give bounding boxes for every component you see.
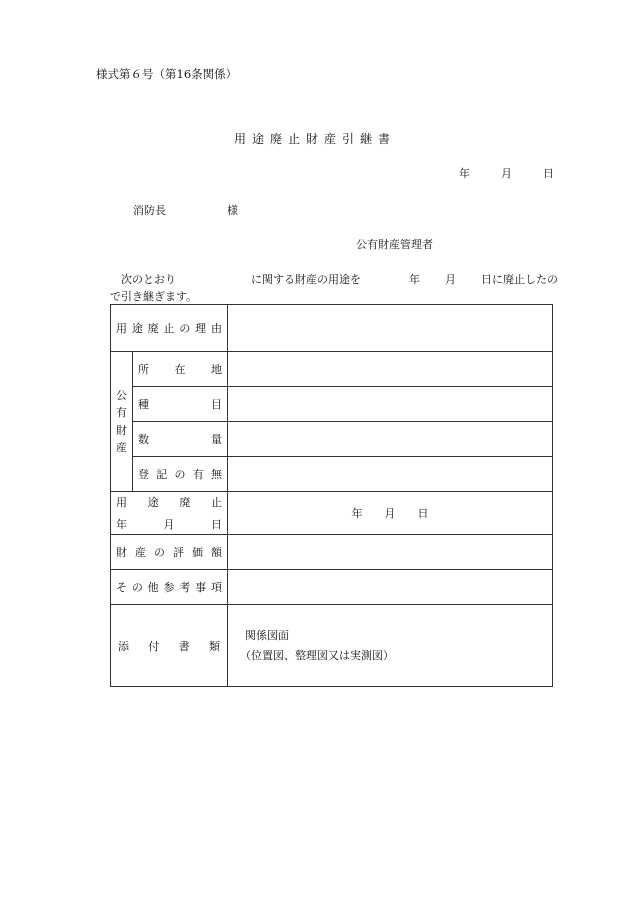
label-char: 記 [156, 468, 168, 481]
label-char: そ [116, 581, 127, 594]
label-char: 在 [174, 363, 186, 376]
label-char: 廃 [147, 322, 159, 335]
type-value[interactable] [228, 387, 553, 422]
label-char: 付 [148, 639, 160, 653]
valuation-value[interactable] [228, 535, 553, 570]
label-char: の [174, 468, 186, 481]
abolish-year: 年 [351, 507, 363, 520]
body-line-2: で引き継ぎます。 [110, 290, 198, 303]
label-char: 類 [208, 639, 220, 653]
label-char: 登 [138, 468, 149, 481]
label-char: 種 [138, 398, 149, 411]
registration-label [138, 466, 222, 482]
label-char: 途 [147, 496, 159, 509]
transfer-table [110, 304, 553, 687]
table-row [111, 535, 553, 570]
document-date [459, 165, 554, 181]
form-number: 様式第６号（第16条関係） [96, 67, 238, 81]
table-row [111, 387, 553, 422]
table-row [111, 457, 553, 492]
quantity-label [138, 431, 222, 447]
attachment-value[interactable] [228, 605, 553, 687]
table-row [111, 492, 553, 535]
label-char: 由 [210, 322, 222, 335]
public-property-label-cell [111, 352, 133, 492]
body-line-1 [121, 271, 558, 287]
addressee-title: 消防長 [133, 204, 166, 217]
other-label [116, 579, 222, 595]
sender: 公有財産管理者 [356, 238, 433, 251]
date-year: 年 [459, 167, 470, 180]
label-char: 産 [116, 440, 127, 454]
label-char: 目 [211, 398, 222, 411]
body-middle: に関する財産の用途を [251, 273, 361, 286]
label-char: の [131, 581, 143, 594]
label-char: 財 [116, 423, 127, 437]
label-char: 価 [192, 546, 203, 559]
label-char: 事 [195, 581, 207, 594]
label-char: 用 [116, 496, 127, 509]
location-label-cell [133, 352, 228, 387]
label-char: 所 [138, 363, 149, 376]
location-label [138, 361, 222, 377]
label-char: 財 [116, 546, 127, 559]
reason-label [116, 320, 222, 336]
public-property-label [111, 387, 132, 455]
body-year: 年 [409, 273, 420, 286]
registration-value[interactable] [228, 457, 553, 492]
valuation-label-cell [111, 535, 228, 570]
label-char: 数 [138, 433, 149, 446]
abolish-date-label-cell [111, 492, 228, 535]
date-day: 日 [543, 167, 554, 180]
label-char: の [154, 546, 165, 559]
quantity-label-cell [133, 422, 228, 457]
abolish-date-value[interactable] [228, 492, 553, 535]
body-prefix: 次のとおり [121, 273, 176, 286]
attachment-line-1: 関係図面 [245, 628, 289, 642]
type-label-cell [133, 387, 228, 422]
label-char: 評 [173, 546, 184, 559]
abolish-month: 月 [384, 507, 396, 520]
label-char: 理 [195, 322, 207, 335]
label-char: 年 [116, 518, 127, 531]
abolish-day: 日 [417, 507, 429, 520]
label-char: 項 [210, 581, 222, 594]
addressee [133, 202, 238, 218]
label-char: 公 [116, 389, 127, 403]
reason-value[interactable] [228, 305, 553, 352]
label-char: 月 [163, 518, 175, 531]
label-char: 日 [211, 518, 222, 531]
abolish-date-label [116, 494, 222, 532]
table-row [111, 352, 553, 387]
body-suffix: 日に廃止したの [481, 273, 558, 286]
location-value[interactable] [228, 352, 553, 387]
label-char: 途 [131, 322, 143, 335]
date-month: 月 [501, 167, 512, 180]
abolish-date-label-line1 [116, 494, 222, 510]
label-char: 無 [211, 468, 222, 481]
table-row [111, 305, 553, 352]
label-char: 他 [147, 581, 159, 594]
label-char: の [179, 322, 191, 335]
abolish-date-label-line2 [116, 516, 222, 532]
table-row [111, 570, 553, 605]
label-char: 止 [163, 322, 175, 335]
quantity-value[interactable] [228, 422, 553, 457]
attachment-label-cell [111, 605, 228, 687]
document-title: 用途廃止財産引継書 [233, 132, 396, 146]
attachment-label [116, 638, 222, 654]
label-char: 参 [163, 581, 175, 594]
registration-label-cell [133, 457, 228, 492]
label-char: 止 [210, 496, 222, 509]
label-char: 廃 [179, 496, 191, 509]
valuation-label [116, 544, 222, 560]
label-char: 有 [192, 468, 204, 481]
label-char: 考 [179, 581, 191, 594]
label-char: 添 [118, 639, 129, 653]
label-char: 有 [116, 406, 127, 420]
type-label [138, 396, 222, 412]
label-char: 量 [211, 433, 222, 446]
attachment-line-2: （位置図、整理図又は実測図） [240, 648, 394, 662]
body-month: 月 [445, 273, 456, 286]
label-char: 額 [211, 546, 222, 559]
attachment-text [228, 626, 552, 666]
table-row [111, 422, 553, 457]
other-label-cell [111, 570, 228, 605]
label-char: 書 [178, 639, 190, 653]
label-char: 地 [211, 363, 222, 376]
label-char: 産 [135, 546, 146, 559]
label-char: 用 [116, 322, 127, 335]
table-row [111, 605, 553, 687]
addressee-honorific: 様 [227, 204, 238, 217]
other-value[interactable] [228, 570, 553, 605]
reason-label-cell [111, 305, 228, 352]
